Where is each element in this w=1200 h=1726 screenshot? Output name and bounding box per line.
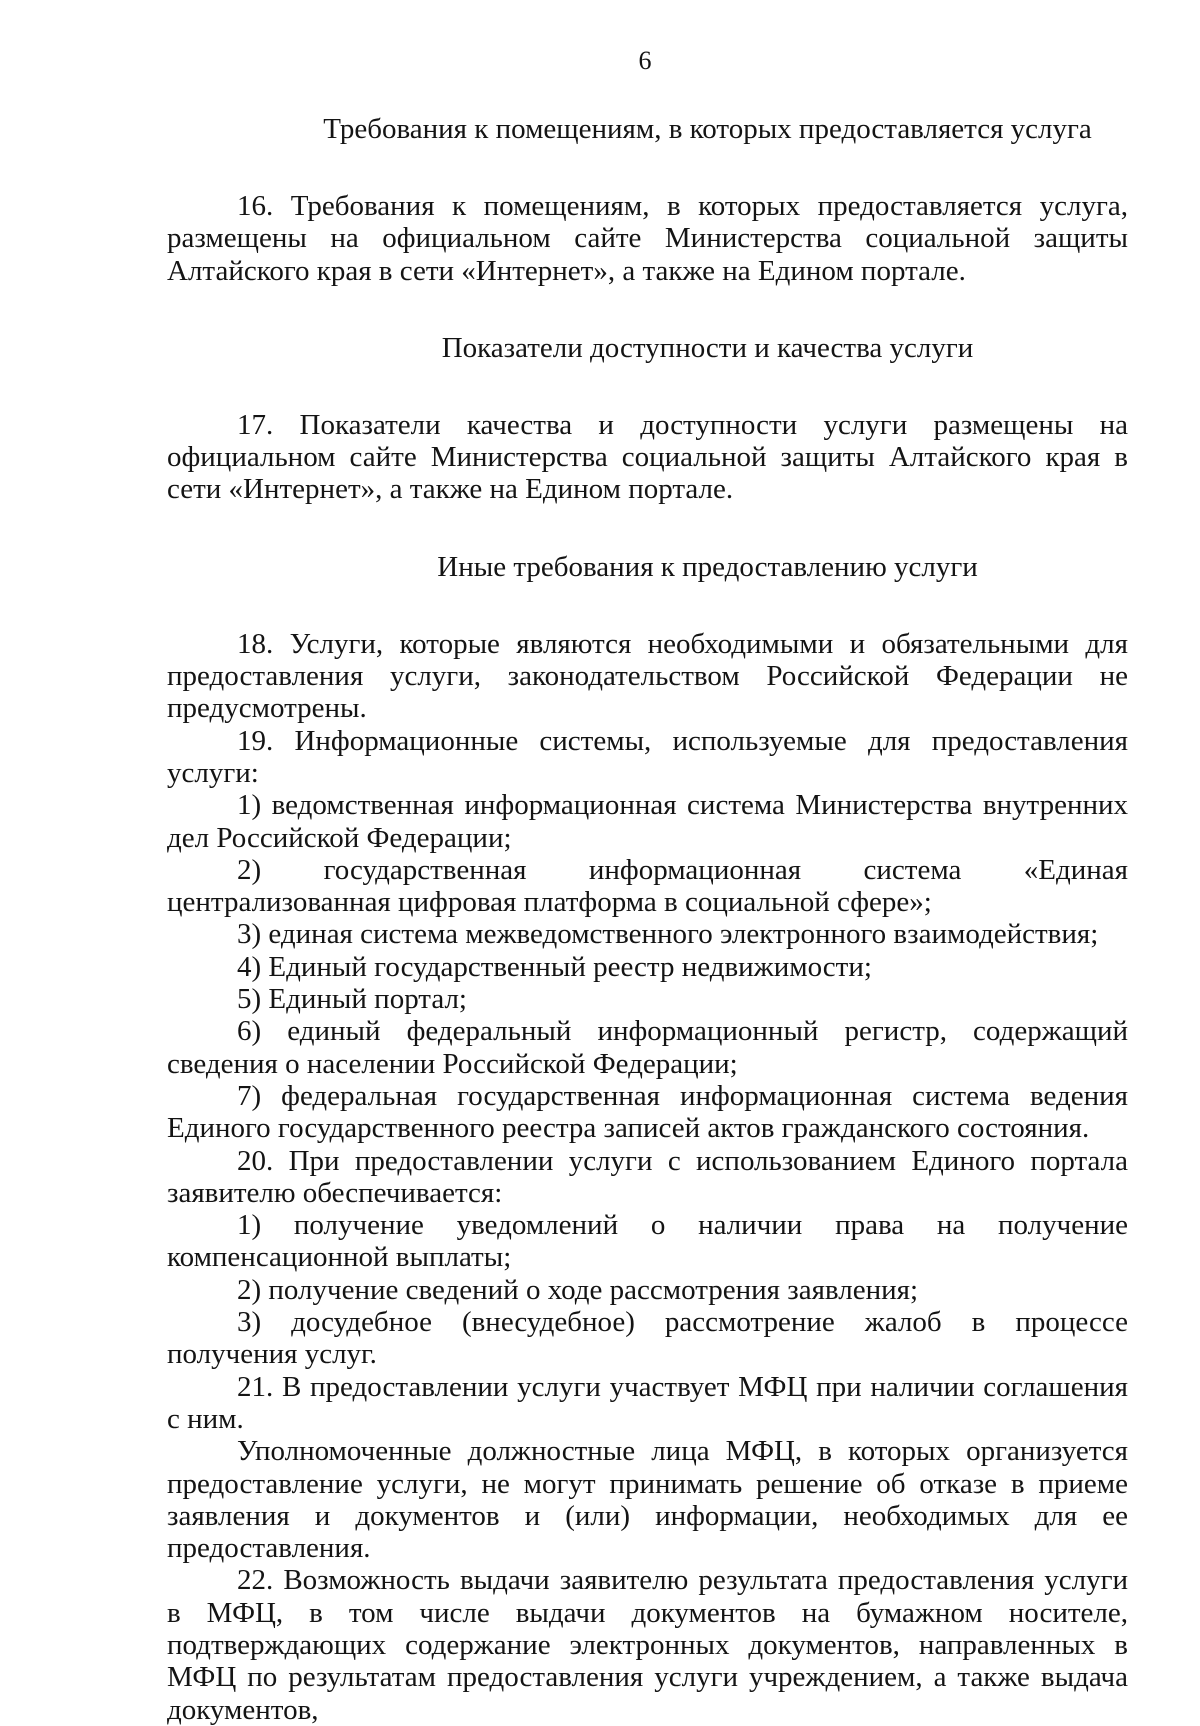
paragraph-18: 18. Услуги, которые являются необходимыми и обязательными для предоставления услуги, законодательством Российской Федерации не предусмотрены. [167, 627, 1128, 725]
section-heading-indicators: Показатели доступности и качества услуги [441, 331, 974, 364]
paragraph-22: 22. Возможность выдачи заявителю результата предоставления услуги в МФЦ, в том числе выдачи документов на бумажном носителе, подтверждающих содержание электронных документов, направленных в МФЦ по результатам предоставления услуги учреждением, а также выдача документов, [167, 1564, 1128, 1726]
paragraph-17: 17. Показатели качества и доступности услуги размещены на официальном сайте Министерства социальной защиты Алтайского края в сети «Интернет», а также на Едином портале. [167, 408, 1128, 506]
list-item: 2) получение сведений о ходе рассмотрения заявления; [237, 1273, 919, 1306]
paragraph-19: 19. Информационные системы, используемые для предоставления услуги: [167, 724, 1128, 789]
section-heading-other: Иные требования к предоставлению услуги [437, 550, 978, 583]
list-item: 3) единая система межведомственного электронного взаимодействия; [237, 918, 1099, 951]
list-item: 4) Единый государственный реестр недвижимости; [237, 950, 872, 983]
document-body [167, 112, 1128, 1726]
paragraph-20: 20. При предоставлении услуги с использованием Единого портала заявителю обеспечивается: [167, 1144, 1128, 1209]
list-item: 1) ведомственная информационная система Министерства внутренних дел Российской Федерации; [167, 789, 1128, 854]
list-item: 7) федеральная государственная информационная система ведения Единого государственного реестра записей актов гражданского состояния. [167, 1079, 1128, 1145]
list-item: 3) досудебное (внесудебное) рассмотрение жалоб в процессе получения услуг. [167, 1306, 1128, 1371]
list-item: 5) Единый портал; [237, 983, 467, 1016]
page-number: 6 [638, 46, 652, 75]
list-item: 1) получение уведомлений о наличии права на получение компенсационной выплаты; [167, 1209, 1128, 1274]
list-item: 6) единый федеральный информационный регистр, содержащий сведения о населении Российской Федерации; [167, 1015, 1128, 1080]
list-item: 2) государственная информационная система «Единая централизованная цифровая платформа в социальной сфере»; [167, 853, 1128, 919]
paragraph-21: 21. В предоставлении услуги участвует МФЦ при наличии соглашения с ним. [167, 1370, 1128, 1435]
section-heading-premises: Требования к помещениям, в которых предоставляется услуга [323, 113, 1092, 145]
paragraph-16: 16. Требования к помещениям, в которых предоставляется услуга, размещены на официальном сайте Министерства социальной защиты Алтайского края в сети «Интернет», а также на Едином портале. [167, 190, 1128, 287]
paragraph-21-note: Уполномоченные должностные лица МФЦ, в которых организуется предоставление услуги, не могут принимать решение об отказе в приеме заявления и документов и (или) информации, необходимых для ее предоставления. [167, 1435, 1128, 1565]
